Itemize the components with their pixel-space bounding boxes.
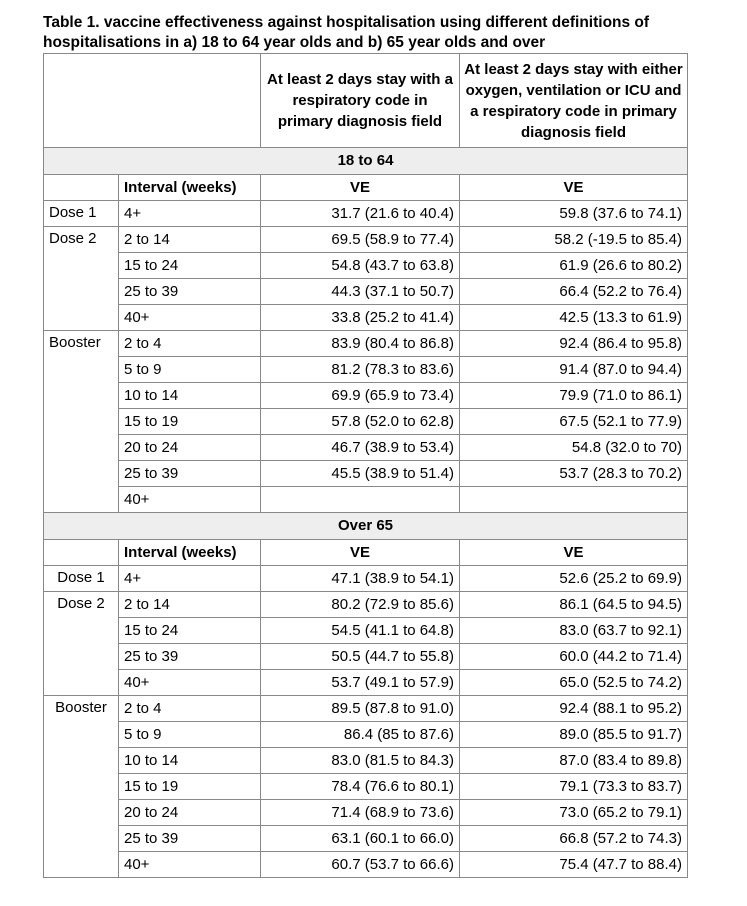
ve-cell-col2: 59.8 (37.6 to 74.1) xyxy=(460,201,688,227)
ve-cell-col1: 53.7 (49.1 to 57.9) xyxy=(261,670,460,696)
ve-cell-col1: 83.0 (81.5 to 84.3) xyxy=(261,748,460,774)
interval-cell: 25 to 39 xyxy=(119,826,261,852)
interval-cell: 4+ xyxy=(119,201,261,227)
ve-cell-col2: 86.1 (64.5 to 94.5) xyxy=(460,592,688,618)
ve-cell-col1: 47.1 (38.9 to 54.1) xyxy=(261,566,460,592)
ve-cell-col1: 60.7 (53.7 to 66.6) xyxy=(261,852,460,878)
table-row xyxy=(44,279,688,305)
ve-cell-col2: 83.0 (63.7 to 92.1) xyxy=(460,618,688,644)
ve-cell-col2: 53.7 (28.3 to 70.2) xyxy=(460,461,688,487)
ve-cell-col2: 42.5 (13.3 to 61.9) xyxy=(460,305,688,331)
interval-cell: 10 to 14 xyxy=(119,748,261,774)
dose-label: Dose 2 xyxy=(44,227,119,331)
interval-cell: 2 to 4 xyxy=(119,331,261,357)
table-row xyxy=(44,800,688,826)
ve-cell-col1: 78.4 (76.6 to 80.1) xyxy=(261,774,460,800)
ve-cell-col2: 58.2 (-19.5 to 85.4) xyxy=(460,227,688,253)
ve-cell-col2: 92.4 (88.1 to 95.2) xyxy=(460,696,688,722)
table-row xyxy=(44,618,688,644)
interval-cell: 20 to 24 xyxy=(119,800,261,826)
interval-cell: 2 to 14 xyxy=(119,592,261,618)
ve-header-col2: VE xyxy=(460,175,688,201)
section-title: Over 65 xyxy=(44,513,688,540)
dose-label: Dose 1 xyxy=(44,566,119,592)
ve-cell-col2: 52.6 (25.2 to 69.9) xyxy=(460,566,688,592)
ve-cell-col1: 89.5 (87.8 to 91.0) xyxy=(261,696,460,722)
ve-cell-col2: 87.0 (83.4 to 89.8) xyxy=(460,748,688,774)
table-row xyxy=(44,331,688,357)
ve-cell-col2: 66.4 (52.2 to 76.4) xyxy=(460,279,688,305)
ve-cell-col1: 69.9 (65.9 to 73.4) xyxy=(261,383,460,409)
interval-cell: 2 to 14 xyxy=(119,227,261,253)
section-title-row xyxy=(44,513,688,540)
interval-header: Interval (weeks) xyxy=(119,175,261,201)
dose-label: Dose 1 xyxy=(44,201,119,227)
table-caption: Table 1. vaccine effectiveness against hospitalisation using different definitions of hospitalisations in a) 18 to 64 year olds and b) 65 year olds and over xyxy=(43,14,650,51)
table-header-row xyxy=(44,54,688,148)
table-row xyxy=(44,357,688,383)
interval-cell: 5 to 9 xyxy=(119,722,261,748)
ve-cell-col1: 81.2 (78.3 to 83.6) xyxy=(261,357,460,383)
table-row xyxy=(44,670,688,696)
ve-cell-col1: 86.4 (85 to 87.6) xyxy=(261,722,460,748)
interval-cell: 40+ xyxy=(119,305,261,331)
interval-cell: 15 to 19 xyxy=(119,409,261,435)
header-col2: At least 2 days stay with either oxygen, ventilation or ICU and a respiratory code in primary diagnosis field xyxy=(460,54,688,148)
ve-cell-col1: 44.3 (37.1 to 50.7) xyxy=(261,279,460,305)
ve-cell-col1: 45.5 (38.9 to 51.4) xyxy=(261,461,460,487)
ve-cell-col2: 66.8 (57.2 to 74.3) xyxy=(460,826,688,852)
table-row xyxy=(44,696,688,722)
interval-cell: 5 to 9 xyxy=(119,357,261,383)
table-row xyxy=(44,487,688,513)
ve-header-col2: VE xyxy=(460,540,688,566)
ve-cell-col2: 79.1 (73.3 to 83.7) xyxy=(460,774,688,800)
ve-cell-col2: 61.9 (26.6 to 80.2) xyxy=(460,253,688,279)
table-row xyxy=(44,566,688,592)
table-row xyxy=(44,383,688,409)
ve-cell-col2: 73.0 (65.2 to 79.1) xyxy=(460,800,688,826)
interval-cell: 25 to 39 xyxy=(119,461,261,487)
ve-cell-col2 xyxy=(460,487,688,513)
ve-cell-col2: 65.0 (52.5 to 74.2) xyxy=(460,670,688,696)
ve-cell-col2: 91.4 (87.0 to 94.4) xyxy=(460,357,688,383)
ve-cell-col2: 89.0 (85.5 to 91.7) xyxy=(460,722,688,748)
table-row xyxy=(44,852,688,878)
dose-label: Dose 2 xyxy=(44,592,119,696)
table-row xyxy=(44,305,688,331)
table-row xyxy=(44,826,688,852)
ve-cell-col1: 63.1 (60.1 to 66.0) xyxy=(261,826,460,852)
ve-cell-col1: 57.8 (52.0 to 62.8) xyxy=(261,409,460,435)
column-header-row xyxy=(44,540,688,566)
table-row xyxy=(44,461,688,487)
ve-cell-col2: 60.0 (44.2 to 71.4) xyxy=(460,644,688,670)
interval-cell: 4+ xyxy=(119,566,261,592)
ve-cell-col2: 79.9 (71.0 to 86.1) xyxy=(460,383,688,409)
table-row xyxy=(44,227,688,253)
dose-label: Booster xyxy=(44,331,119,513)
ve-table xyxy=(43,53,688,878)
dose-header-cell xyxy=(44,540,119,566)
section-title: 18 to 64 xyxy=(44,148,688,175)
interval-cell: 15 to 24 xyxy=(119,618,261,644)
ve-cell-col1: 69.5 (58.9 to 77.4) xyxy=(261,227,460,253)
ve-cell-col1 xyxy=(261,487,460,513)
ve-cell-col2: 54.8 (32.0 to 70) xyxy=(460,435,688,461)
interval-cell: 10 to 14 xyxy=(119,383,261,409)
table-row xyxy=(44,409,688,435)
ve-cell-col1: 31.7 (21.6 to 40.4) xyxy=(261,201,460,227)
interval-header: Interval (weeks) xyxy=(119,540,261,566)
table-row xyxy=(44,748,688,774)
ve-cell-col1: 54.8 (43.7 to 63.8) xyxy=(261,253,460,279)
interval-cell: 20 to 24 xyxy=(119,435,261,461)
interval-cell: 15 to 24 xyxy=(119,253,261,279)
ve-cell-col1: 83.9 (80.4 to 86.8) xyxy=(261,331,460,357)
ve-cell-col1: 71.4 (68.9 to 73.6) xyxy=(261,800,460,826)
table-row xyxy=(44,201,688,227)
table-row xyxy=(44,774,688,800)
dose-header-cell xyxy=(44,175,119,201)
column-header-row xyxy=(44,175,688,201)
interval-cell: 15 to 19 xyxy=(119,774,261,800)
ve-cell-col1: 33.8 (25.2 to 41.4) xyxy=(261,305,460,331)
ve-cell-col1: 54.5 (41.1 to 64.8) xyxy=(261,618,460,644)
table-row xyxy=(44,644,688,670)
interval-cell: 25 to 39 xyxy=(119,279,261,305)
header-blank-cell xyxy=(44,54,261,148)
section-title-row xyxy=(44,148,688,175)
ve-header-col1: VE xyxy=(261,175,460,201)
interval-cell: 40+ xyxy=(119,487,261,513)
ve-cell-col2: 67.5 (52.1 to 77.9) xyxy=(460,409,688,435)
header-col1: At least 2 days stay with a respiratory code in primary diagnosis field xyxy=(261,54,460,148)
dose-label: Booster xyxy=(44,696,119,878)
ve-cell-col1: 80.2 (72.9 to 85.6) xyxy=(261,592,460,618)
interval-cell: 2 to 4 xyxy=(119,696,261,722)
interval-cell: 40+ xyxy=(119,670,261,696)
ve-header-col1: VE xyxy=(261,540,460,566)
table-row xyxy=(44,592,688,618)
interval-cell: 40+ xyxy=(119,852,261,878)
ve-cell-col2: 92.4 (86.4 to 95.8) xyxy=(460,331,688,357)
interval-cell: 25 to 39 xyxy=(119,644,261,670)
ve-cell-col1: 50.5 (44.7 to 55.8) xyxy=(261,644,460,670)
table-row xyxy=(44,253,688,279)
table-row xyxy=(44,722,688,748)
ve-cell-col2: 75.4 (47.7 to 88.4) xyxy=(460,852,688,878)
table-row xyxy=(44,435,688,461)
ve-cell-col1: 46.7 (38.9 to 53.4) xyxy=(261,435,460,461)
